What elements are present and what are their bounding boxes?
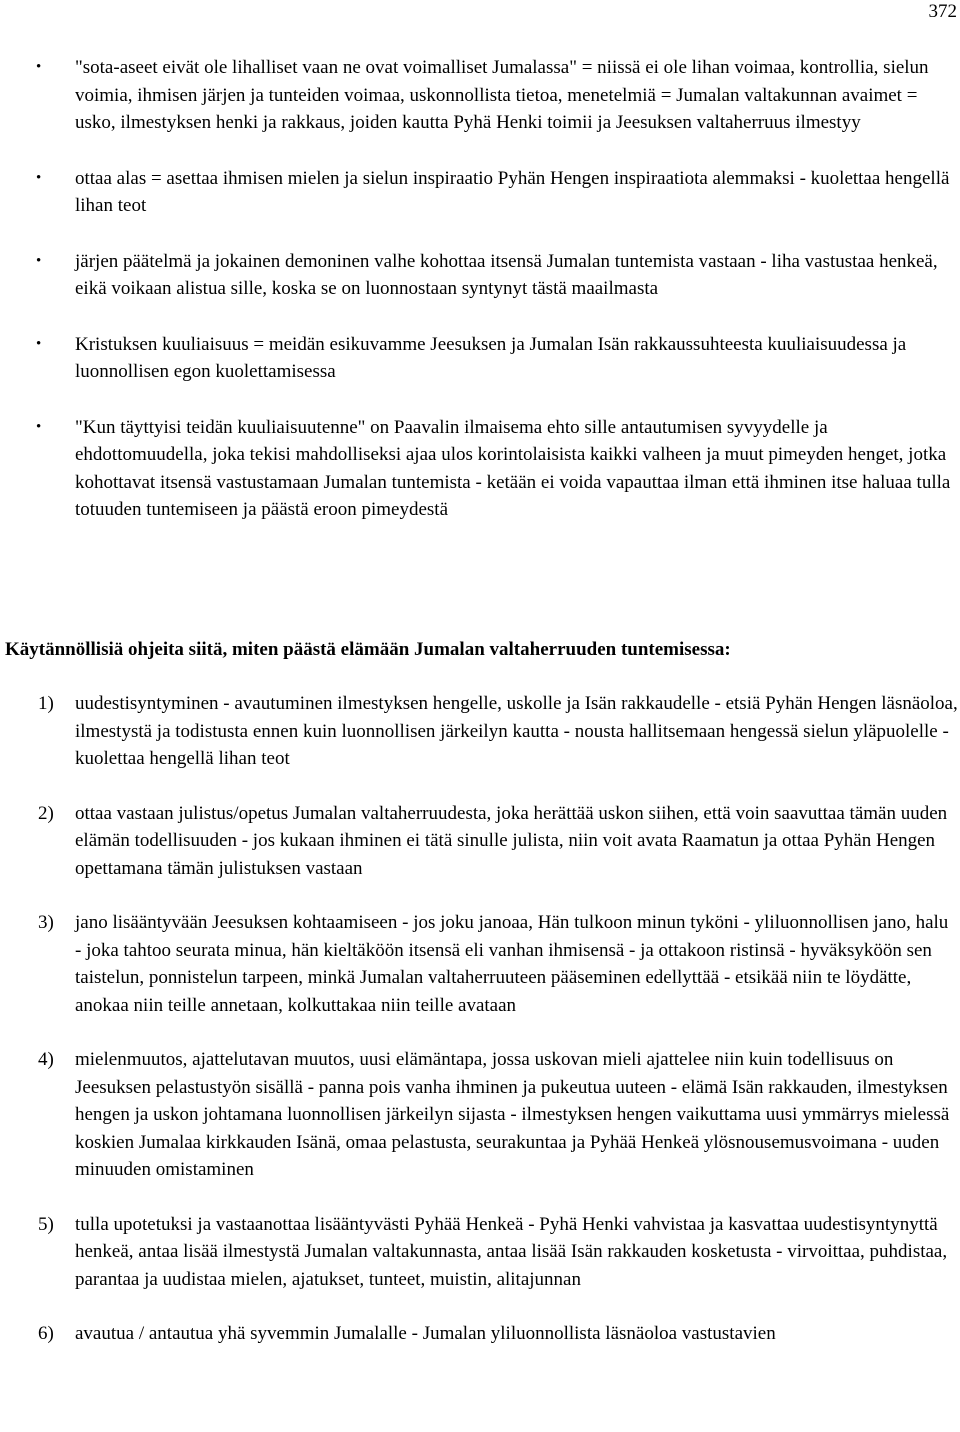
numbered-item	[0, 1320, 960, 1348]
bullet-list	[0, 54, 960, 552]
item-text: tulla upotetuksi ja vastaanottaa lisääntyvästi Pyhää Henkeä - Pyhä Henki vahvistaa ja kasvattaa uudestisyntynyttä henkeä, antaa lisää ilmestystä Jumalan valtakunnasta, antaa lisää Isän rakkauden kosketusta - virvoittaa, puhdistaa, parantaa ja uudistaa mielen, ajatukset, tunteet, muistin, alitajunnan	[75, 1213, 948, 1290]
item-text: ottaa vastaan julistus/opetus Jumalan valtaherruudesta, joka herättää uskon siihen, että voin saavuttaa tämän uuden elämän todellisuuden - jos kukaan ihminen ei tätä sinulle julista, niin voit avata Raamatun ja ottaa Pyhän Hengen opettamana tämän julistuksen vastaan	[75, 802, 948, 879]
bullet-icon: •	[36, 418, 42, 435]
item-number: 3)	[38, 912, 54, 933]
bullet-item	[0, 54, 960, 137]
item-text: mielenmuutos, ajattelutavan muutos, uusi elämäntapa, jossa uskovan mieli ajattelee niin kuin todellisuus on Jeesuksen pelastustyön sisällä - panna pois vanha ihminen ja pukeutua uuteen - elämä Isän rakkauden, ilmestyksen hengen ja uskon johtamana luonnollisen järkeilyn sijasta - ilmestyksen hengen vaikuttama uusi ymmärrys mielessä koskien Jumalaa kirkkauden Isänä, omaa pelastusta, seurakuntaa ja Pyhää Henkeä ylösnousemusvoimana - uuden minuuden omistaminen	[75, 1049, 950, 1180]
bullet-icon: •	[36, 59, 42, 75]
bullet-text: Kristuksen kuuliaisuus = meidän esikuvamme Jeesuksen ja Jumalan Isän rakkaussuhteesta kuuliaisuudessa ja luonnollisen egon kuolettamisessa	[75, 333, 907, 382]
section-heading: Käytännöllisiä ohjeita siitä, miten päästä elämään Jumalan valtaherruuden tuntemisessa:	[5, 639, 731, 660]
item-number: 6)	[38, 1323, 54, 1344]
bullet-icon: •	[36, 169, 42, 186]
bullet-item	[0, 248, 960, 303]
bullet-text: "Kun täyttyisi teidän kuuliaisuutenne" on Paavalin ilmaisema ehto sille antautumisen syvyydelle ja ehdottomuudella, joka tekisi mahdolliseksi ajaa ulos korintolaisista kaikki valheen ja muut pimeyden henget, jotka kohottavat itsensä vastustamaan Jumalan tuntemista - ketään ei voida vapauttaa ilman että ihminen itse haluaa tulla totuuden tuntemiseen ja päästä eroon pimeydestä	[75, 416, 951, 520]
item-number: 2)	[38, 802, 54, 824]
bullet-icon: •	[36, 335, 42, 352]
item-number: 4)	[38, 1049, 54, 1070]
item-text: avautua / antautua yhä syvemmin Jumalalle - Jumalan yliluonnollista läsnäoloa vastustavien	[75, 1323, 776, 1344]
numbered-item	[0, 909, 960, 1019]
item-number: 1)	[38, 693, 54, 714]
numbered-item	[0, 690, 960, 773]
bullet-item	[0, 414, 960, 524]
numbered-list	[0, 690, 960, 1375]
bullet-text: "sota-aseet eivät ole lihalliset vaan ne ovat voimalliset Jumalassa" = niissä ei ole lihan voimaa, kontrollia, sielun voimia, ihmisen järjen ja tunteiden voimaa, uskonnollista tietoa, menetelmiä = Jumalan valtakunnan avaimet = usko, ilmestyksen henki ja rakkaus, joiden kautta Pyhä Henki toimii ja Jeesuksen valtaherruus ilmestyy	[75, 57, 929, 133]
bullet-text: ottaa alas = asettaa ihmisen mielen ja sielun inspiraatio Pyhän Hengen inspiraatiota alemmaksi - kuolettaa hengellä lihan teot	[75, 167, 950, 216]
bullet-icon: •	[36, 252, 42, 269]
numbered-item	[0, 800, 960, 883]
bullet-item	[0, 165, 960, 220]
page-number: 372	[928, 1, 957, 22]
bullet-text: järjen päätelmä ja jokainen demoninen valhe kohottaa itsensä Jumalan tuntemista vastaan - liha vastustaa henkeä, eikä voikaan alistua sille, koska se on luonnostaan syntynyt tästä maailmasta	[75, 250, 938, 299]
item-text: uudestisyntyminen - avautuminen ilmestyksen hengelle, uskolle ja Isän rakkaudelle - etsiä Pyhän Hengen läsnäoloa, ilmestystä ja todistusta ennen kuin luonnollisen järkeilyn kautta - nousta hallitsemaan hengessä sielun yläpuolelle - kuolettaa hengellä lihan teot	[75, 693, 958, 769]
numbered-item	[0, 1211, 960, 1294]
bullet-item	[0, 331, 960, 386]
numbered-item	[0, 1046, 960, 1184]
item-number: 5)	[38, 1213, 54, 1235]
item-text: jano lisääntyvään Jeesuksen kohtaamiseen - jos joku janoaa, Hän tulkoon minun tyköni - yliluonnollisen jano, halu - joka tahtoo seurata minua, hän kieltäköön itsensä eli vanhan ihmisensä - ja ottakoon ristinsä - hyväksyköön sen taistelun, ponnistelun tarpeen, minkä Jumalan valtaherruuteen pääseminen edellyttää - etsikää niin te löydätte, anokaa niin teille annetaan, kolkuttakaa niin teille avataan	[75, 912, 949, 1016]
